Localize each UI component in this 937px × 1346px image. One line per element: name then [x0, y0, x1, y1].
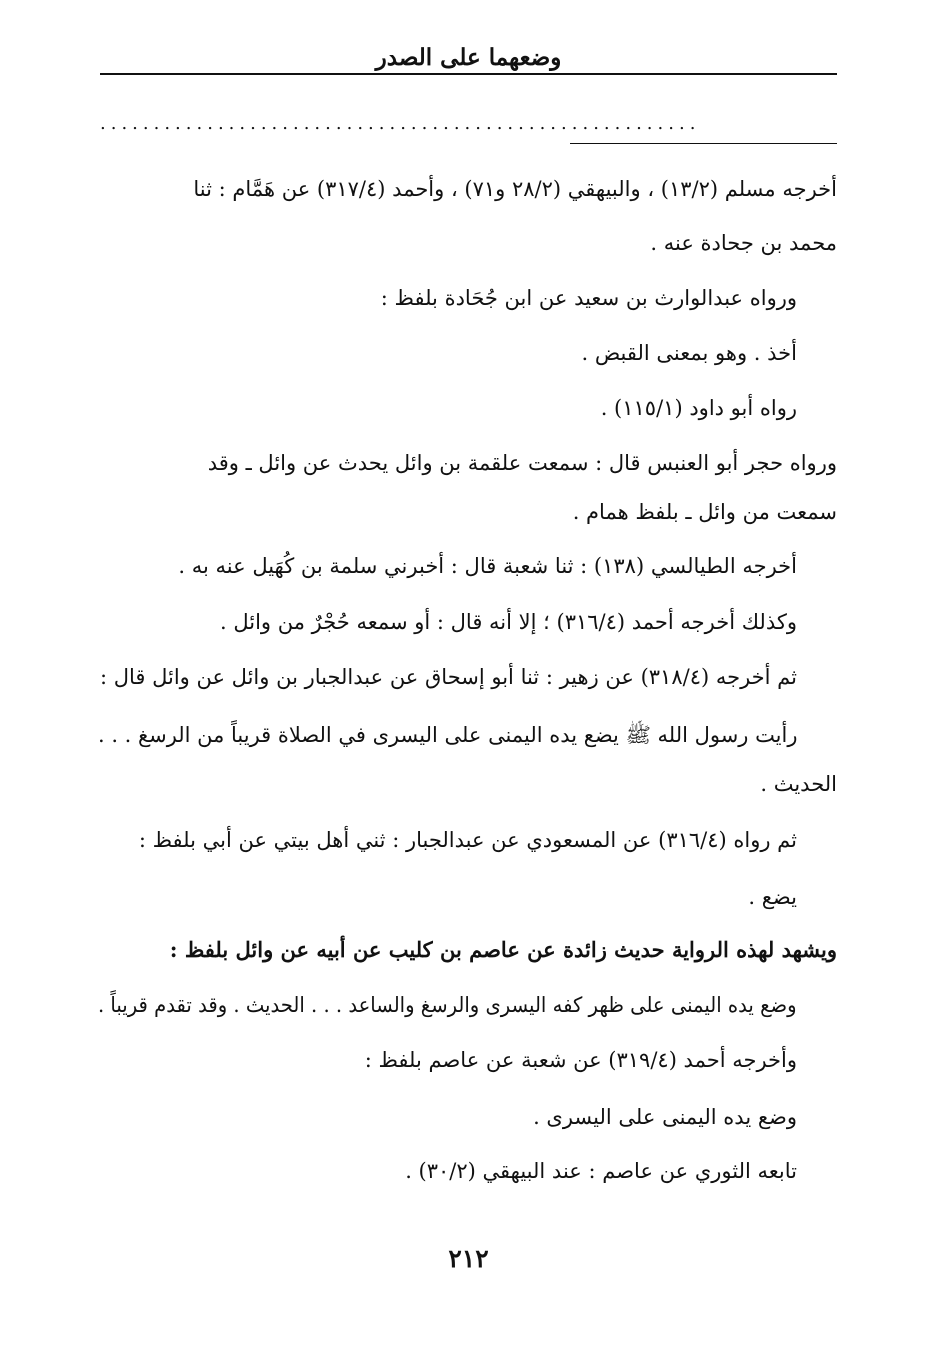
- text-line-5: رواه أبو داود (١١٥/١) .: [600, 396, 797, 420]
- header-rule: [100, 73, 837, 75]
- text-line-8: أخرجه الطيالسي (١٣٨) : ثنا شعبة قال : أخبرني سلمة بن كُهَيل عنه به .: [178, 554, 797, 578]
- dotted-separator: ........................................................: [100, 114, 701, 134]
- text-line-15: ويشهد لهذه الرواية حديث زائدة عن عاصم بن كليب عن أبيه عن وائل بلفظ :: [169, 937, 837, 962]
- text-line-3: ورواه عبدالوارث بن سعيد عن ابن جُحَادة بلفظ :: [380, 286, 797, 310]
- text-line-17: وأخرجه أحمد (٣١٩/٤) عن شعبة عن عاصم بلفظ :: [364, 1048, 797, 1072]
- text-line-2: محمد بن جحادة عنه .: [650, 231, 837, 255]
- text-line-1: أخرجه مسلم (١٣/٢) ، والبيهقي (٢٨/٢ و٧١) ، وأحمد (٣١٧/٤) عن هَمَّام : ثنا: [193, 177, 837, 201]
- text-line-14: يضع .: [748, 885, 797, 909]
- text-line-10: ثم أخرجه (٣١٨/٤) عن زهير : ثنا أبو إسحاق عن عبدالجبار بن وائل عن وائل قال :: [99, 665, 797, 689]
- text-line-19: تابعه الثوري عن عاصم : عند البيهقي (٣٠/٢) .: [405, 1159, 797, 1183]
- text-line-9: وكذلك أخرجه أحمد (٣١٦/٤) ؛ إلا أنه قال : أو سمعه حُجْرٌ من وائل .: [220, 610, 797, 634]
- text-line-16: وضع يده اليمنى على ظهر كفه اليسرى والرسغ والساعد . . . الحديث . وقد تقدم قريباً .: [98, 993, 797, 1017]
- text-line-7: سمعت من وائل ـ بلفظ همام .: [572, 500, 837, 524]
- text-line-13: ثم رواه (٣١٦/٤) عن المسعودي عن عبدالجبار : ثني أهل بيتي عن أبي بلفظ :: [138, 828, 797, 852]
- text-line-12: الحديث .: [760, 772, 837, 796]
- text-line-4: أخذ . وهو بمعنى القبض .: [581, 341, 797, 365]
- text-line-18: وضع يده اليمنى على اليسرى .: [533, 1105, 797, 1129]
- text-line-11: رأيت رسول الله ﷺ يضع يده اليمنى على اليسرى في الصلاة قريباً من الرسغ . . .: [97, 723, 797, 747]
- text-line-6: ورواه حجر أبو العنبس قال : سمعت علقمة بن وائل يحدث عن وائل ـ وقد: [207, 451, 837, 475]
- page-header-title: وضعهما على الصدر: [375, 44, 562, 71]
- page-number: ٢١٢: [448, 1244, 489, 1273]
- footnote-rule: [570, 143, 837, 144]
